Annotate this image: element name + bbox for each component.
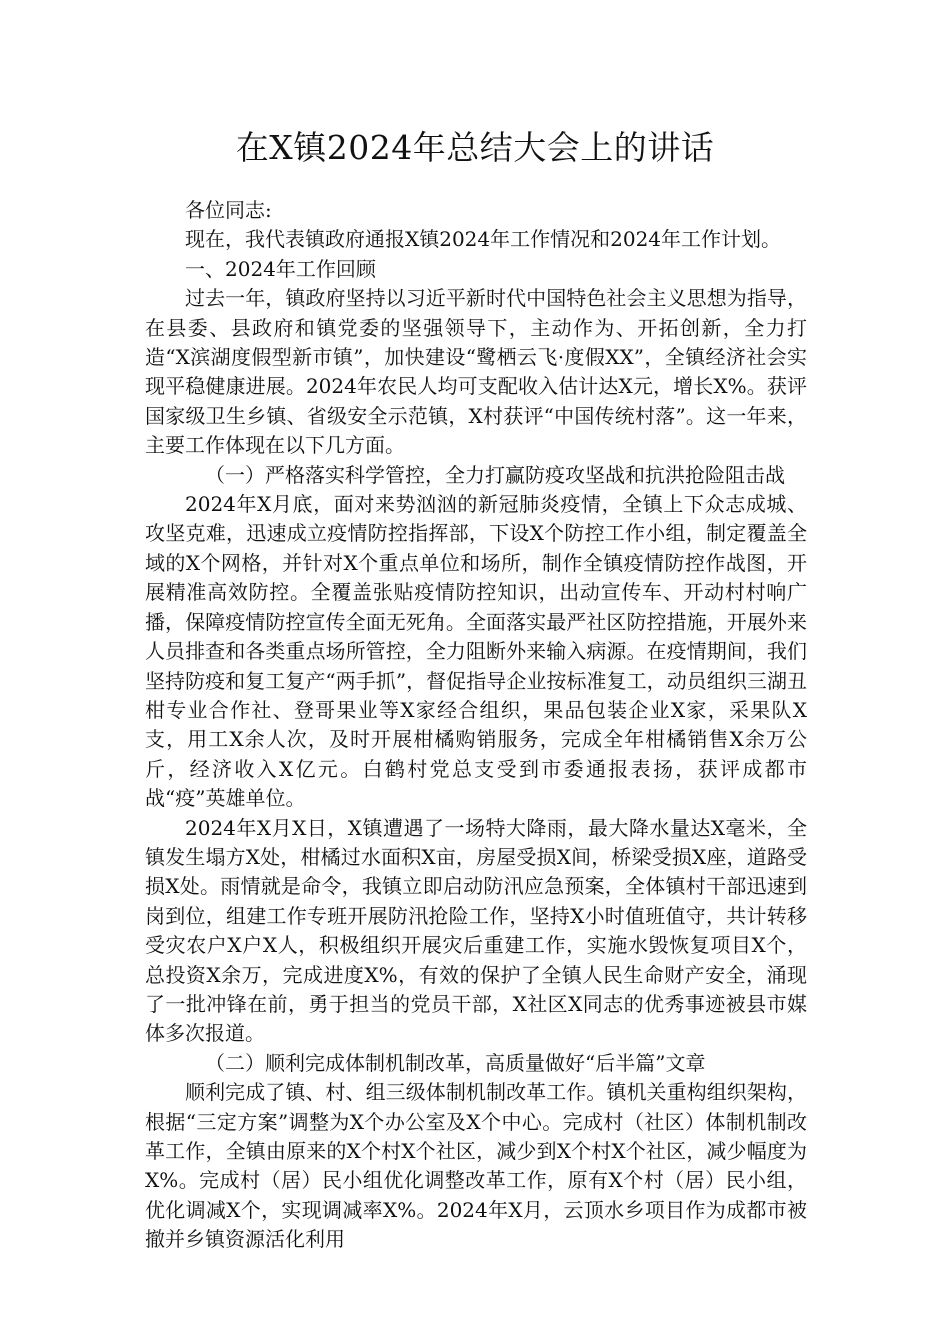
subsection-heading: （二）顺利完成体制机制改革，高质量做好“后半篇”文章 xyxy=(205,1050,706,1075)
paragraph: 现在，我代表镇政府通报X镇2024年工作情况和2024年工作计划。 xyxy=(185,227,782,252)
document-title: 在X镇2024年总结大会上的讲话 xyxy=(235,128,715,167)
salutation: 各位同志: xyxy=(185,198,272,222)
subsection-heading: （一）严格落实科学管控，全力打赢防疫攻坚战和抗洪抢险阻击战 xyxy=(205,462,785,487)
paragraph: 顺利完成了镇、村、组三级体制机制改革工作。镇机关重构组织架构，根据“三定方案”调整为X个办公室及X个中心。完成村（社区）体制机制改革工作，全镇由原来的X个村X个社区，减少到X个村X个社区，减少幅度为X%。完成村（居）民小组优化调整改革工作，原有X个村（居）民小组，优化调减X个，实现调减率X%。2024年X月，云顶水乡项目作为成都市被撤并乡镇资源活化利用 xyxy=(145,1080,807,1252)
paragraph: 过去一年，镇政府坚持以习近平新时代中国特色社会主义思想为指导，在县委、县政府和镇党委的坚强领导下，主动作为、开拓创新，全力打造“X滨湖度假型新市镇”，加快建设“鹭栖云飞·度假XX”，全镇经济社会实现平稳健康进展。2024年农民人均可支配收入估计达X元，增长X%。获评国家级卫生乡镇、省级安全示范镇，X村获评“中国传统村落”。这一年来，主要工作体现在以下几方面。 xyxy=(145,286,807,458)
section-heading: 一、2024年工作回顾 xyxy=(185,256,376,281)
document-body xyxy=(145,196,807,1255)
paragraph: 2024年X月X日，X镇遭遇了一场特大降雨，最大降水量达X毫米，全镇发生塌方X处，柑橘过水面积X亩，房屋受损X间，桥梁受损X座，道路受损X处。雨情就是命令，我镇立即启动防汛应急预案，全体镇村干部迅速到岗到位，组建工作专班开展防汛抢险工作，坚持X小时值班值守，共计转移受灾农户X户X人，积极组织开展灾后重建工作，实施水毁恢复项目X个，总投资X余万，完成进度X%，有效的保护了全镇人民生命财产安全，涌现了一批冲锋在前，勇于担当的党员干部，X社区X同志的优秀事迹被县市媒体多次报道。 xyxy=(145,815,807,1046)
paragraph: 2024年X月底，面对来势汹汹的新冠肺炎疫情，全镇上下众志成城、攻坚克难，迅速成立疫情防控指挥部，下设X个防控工作小组，制定覆盖全域的X个网格，并针对X个重点单位和场所，制作全镇疫情防控作战图，开展精准高效防控。全覆盖张贴疫情防控知识，出动宣传车、开动村村响广播，保障疫情防控宣传全面无死角。全面落实最严社区防控措施，开展外来人员排查和各类重点场所管控，全力阻断外来输入病源。在疫情期间，我们坚持防疫和复工复产“两手抓”，督促指导企业按标准复工，动员组织三湖丑柑专业合作社、登哥果业等X家经合组织，果品包装企业X家，采果队X支，用工X余人次，及时开展柑橘购销服务，完成全年柑橘销售X余万公斤，经济收入X亿元。白鹤村党总支受到市委通报表扬，获评成都市战“疫”英雄单位。 xyxy=(145,492,807,811)
